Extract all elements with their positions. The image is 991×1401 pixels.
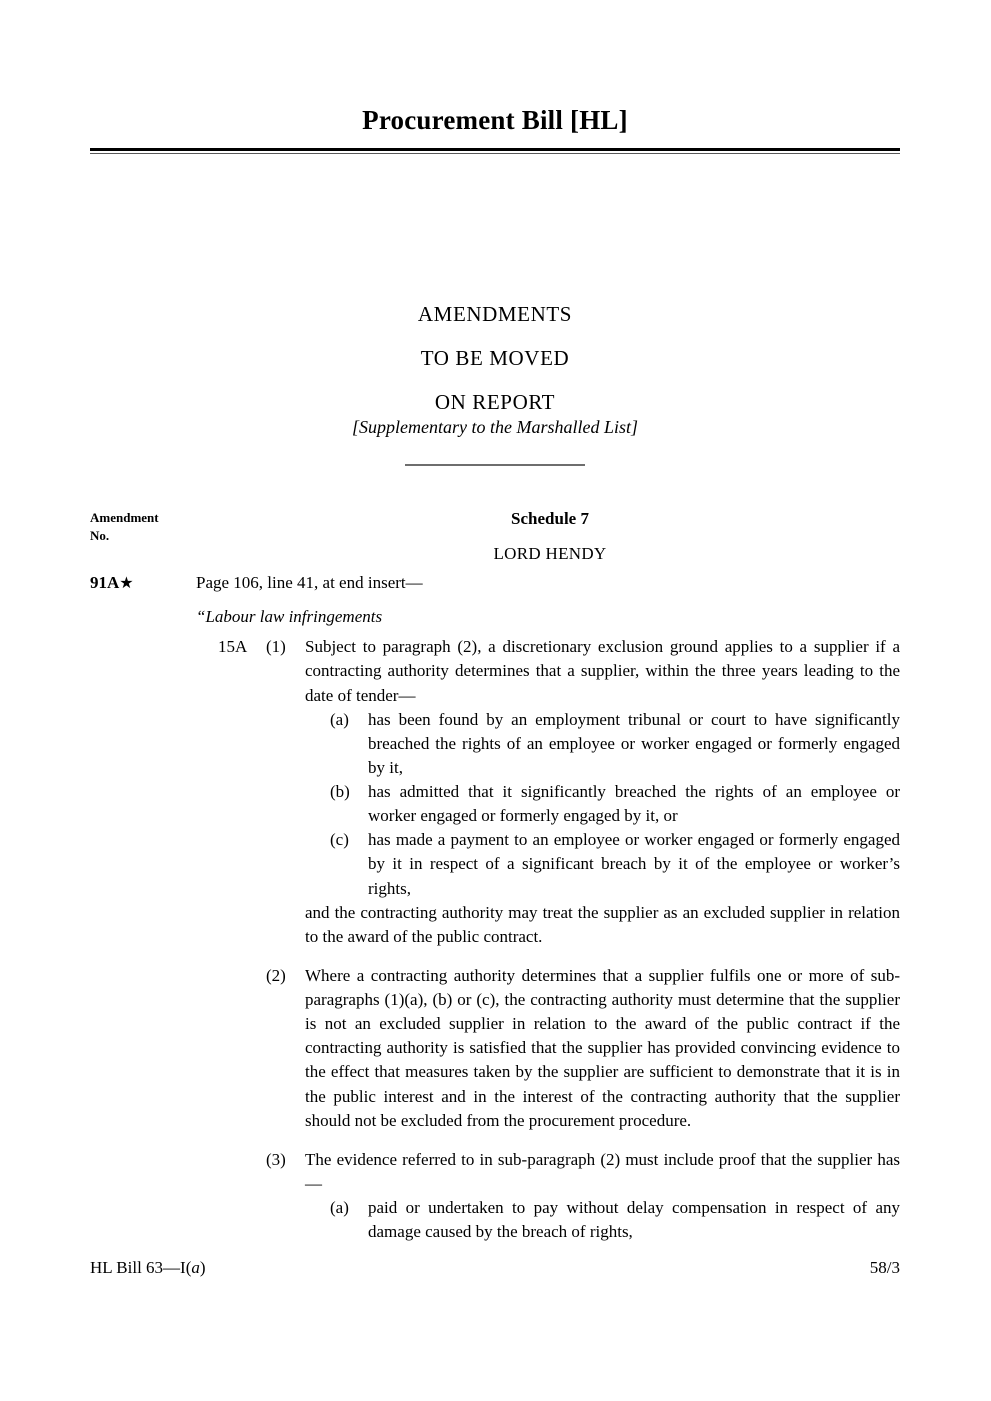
paragraph-1-text: Subject to paragraph (2), a discretionary exclusion ground applies to a supplier if a contracting authority determines that a supplier, within the three years leading to the date of tender— <box>305 637 900 705</box>
paragraph-spacer <box>90 949 900 958</box>
paragraph-1-subitem-a <box>90 708 900 780</box>
paragraph-number-15a: 15A <box>218 637 248 657</box>
bill-reference-prefix: HL Bill 63—I( <box>90 1258 192 1277</box>
paragraph-3-text: The evidence referred to in sub-paragraph (2) must include proof that the supplier has— <box>305 1149 900 1193</box>
paragraph-marker-2: (2) <box>266 965 286 985</box>
subitem-a-text: has been found by an employment tribunal or court to have significantly breached the rights of an employee or worker engaged or formerly engaged by it, <box>368 709 900 777</box>
paragraph-spacer-2 <box>90 1133 900 1142</box>
amendment-number-text: 91A <box>90 573 120 592</box>
paragraph-1-subitem-b <box>90 780 900 828</box>
subitem-marker-c: (c) <box>330 830 349 850</box>
schedule-title: Schedule 7 <box>511 509 589 528</box>
paragraph-2 <box>90 964 900 1133</box>
supplementary-note: [Supplementary to the Marshalled List] <box>352 417 638 437</box>
subitem-marker-a: (a) <box>330 709 349 729</box>
subitem-marker-b: (b) <box>330 782 350 801</box>
section-divider-rule <box>405 464 585 466</box>
amendment-body <box>90 571 900 1244</box>
subitem-b-text: has admitted that it significantly breached the rights of an employee or worker engaged or formerly engaged by it, or <box>368 782 900 826</box>
paragraph-3-subitem-marker-a: (a) <box>330 1198 349 1217</box>
paragraph-3 <box>90 1148 900 1196</box>
heading-to-be-moved: TO BE MOVED <box>420 346 570 371</box>
page-footer <box>90 1258 900 1278</box>
paragraph-3-subitem-a <box>90 1196 900 1244</box>
amendment-number[interactable] <box>90 571 190 596</box>
amendment-no-label-line1: Amendment <box>90 510 159 525</box>
paragraph-2-text: Where a contracting authority determines that a supplier fulfils one or more of sub-paragraphs (1)(a), (b) or (c), the contracting authority must determine that the supplier is not an excluded supplier in relation to the award of the public contract if the contracting authority is satisfied that the supplier has provided convincing evidence to the effect that measures taken by the supplier are sufficient to demonstrate that it is in the public interest and in the interest of the contracting authority that the supplier should not be excluded from the procurement procedure. <box>305 965 900 1130</box>
bill-reference <box>90 1258 206 1278</box>
inserted-text-heading: “Labour law infringements <box>196 607 383 627</box>
paragraph-3-subitem-a-text: paid or undertaken to pay without delay compensation in respect of any damage caused by the breach of rights, <box>368 1198 900 1242</box>
paragraph-marker-1: (1) <box>266 637 286 657</box>
amendment-instruction: Page 106, line 41, at end insert— <box>196 573 423 592</box>
title-rule-thin <box>90 153 900 154</box>
subitem-c-text: has made a payment to an employee or worker engaged or formerly engaged by it in respect of a significant breach by it of the employee or worker’s rights, <box>368 830 900 898</box>
document-title: Procurement Bill [HL] <box>362 105 628 135</box>
title-rule-thick <box>90 148 900 151</box>
paragraph-1 <box>90 635 900 707</box>
paragraph-1-subitem-c <box>90 828 900 900</box>
page-reference: 58/3 <box>869 1258 900 1277</box>
new-amendment-star-icon: ★ <box>119 575 134 592</box>
amendment-mover-name: LORD HENDY <box>493 544 607 563</box>
title-double-rule <box>90 148 900 154</box>
heading-on-report: ON REPORT <box>434 390 556 415</box>
paragraph-marker-3: (3) <box>266 1149 286 1169</box>
amendment-no-label-line2: No. <box>90 527 110 543</box>
paragraph-1-closing-text: and the contracting authority may treat the supplier as an excluded supplier in relation to the award of the public contract. <box>305 902 900 946</box>
heading-amendments: AMENDMENTS <box>417 302 573 326</box>
bill-reference-italic: a <box>191 1258 200 1277</box>
heading-block <box>90 303 900 414</box>
bill-reference-suffix: ) <box>199 1258 206 1277</box>
amendment-instruction-row <box>90 571 900 595</box>
